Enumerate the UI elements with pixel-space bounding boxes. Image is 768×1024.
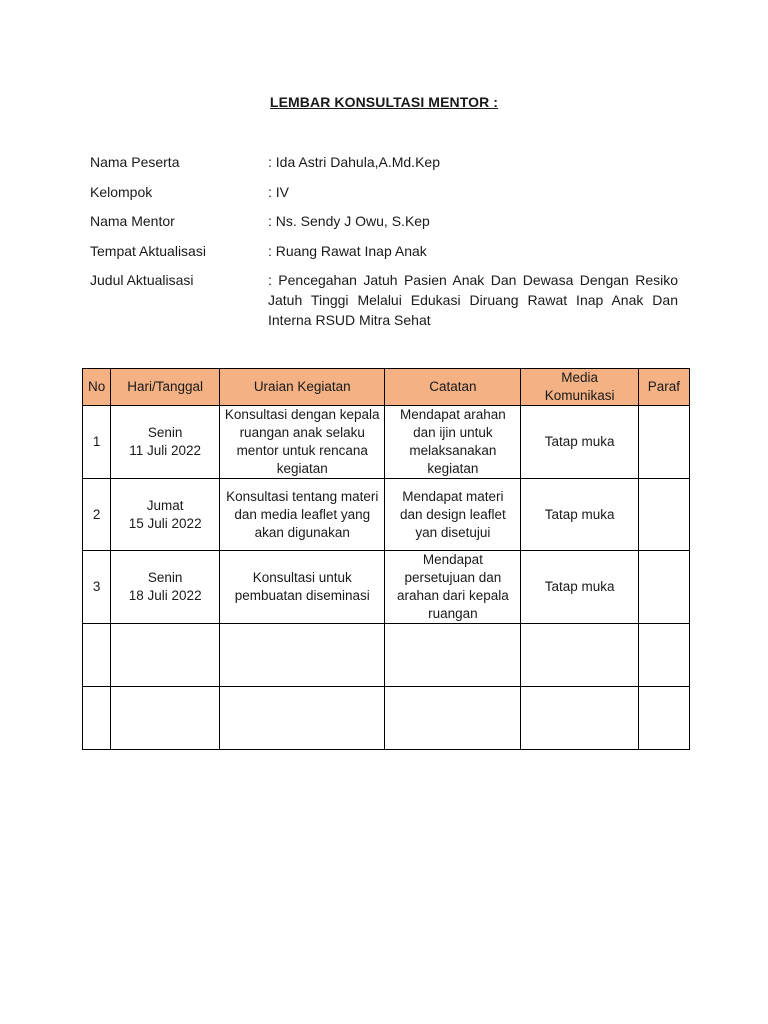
cell-empty xyxy=(385,687,521,750)
info-row-tempat-aktualisasi xyxy=(90,241,678,261)
cell-catatan: Mendapat arahan dan ijin untuk melaksanakan kegiatan xyxy=(385,406,521,479)
participant-info xyxy=(90,152,678,340)
cell-paraf xyxy=(638,551,689,624)
cell-media: Tatap muka xyxy=(521,406,638,479)
column-header-no: No xyxy=(83,369,111,406)
cell-empty xyxy=(220,687,385,750)
cell-empty xyxy=(83,624,111,687)
column-header-catatan: Catatan xyxy=(385,369,521,406)
cell-empty xyxy=(521,624,638,687)
cell-date-value: 15 Juli 2022 xyxy=(128,515,202,531)
table-header-row xyxy=(83,369,690,406)
info-row-nama-mentor xyxy=(90,211,678,231)
info-value: : Ida Astri Dahula,A.Md.Kep xyxy=(268,154,440,170)
info-value: : Pencegahan Jatuh Pasien Anak Dan Dewasa Dengan Resiko Jatuh Tinggi Melalui Edukasi Diruang Rawat Inap Anak Dan Interna RSUD Mitra Sehat xyxy=(268,272,678,328)
cell-no: 1 xyxy=(83,406,111,479)
table-row-empty xyxy=(83,624,690,687)
cell-date-value: 11 Juli 2022 xyxy=(129,443,202,458)
column-header-media: Media Komunikasi xyxy=(521,369,638,406)
cell-empty xyxy=(111,624,220,687)
table-row xyxy=(83,406,690,479)
cell-day: Senin xyxy=(147,570,183,585)
column-header-date: Hari/Tanggal xyxy=(111,369,220,406)
column-header-uraian: Uraian Kegiatan xyxy=(220,369,385,406)
info-value: : IV xyxy=(268,183,290,200)
cell-media: Tatap muka xyxy=(521,479,638,551)
cell-date-value: 18 Juli 2022 xyxy=(128,588,202,603)
cell-empty xyxy=(220,624,385,687)
cell-empty xyxy=(385,624,521,687)
column-header-paraf: Paraf xyxy=(638,369,689,406)
cell-catatan: Mendapat persetujuan dan arahan dari kepala ruangan xyxy=(385,551,521,624)
info-label: Nama Mentor xyxy=(90,213,175,229)
cell-empty xyxy=(638,624,689,687)
cell-empty xyxy=(83,687,111,750)
cell-uraian: Konsultasi untuk pembuatan diseminasi xyxy=(220,551,385,624)
info-label: Tempat Aktualisasi xyxy=(90,242,206,259)
cell-day: Jumat xyxy=(146,497,184,513)
info-label: Judul Aktualisasi xyxy=(90,272,194,288)
info-row-judul-aktualisasi xyxy=(90,270,678,330)
cell-date xyxy=(111,406,220,479)
document-title: LEMBAR KONSULTASI MENTOR : xyxy=(269,94,499,110)
cell-date xyxy=(111,479,220,551)
cell-uraian: Konsultasi dengan kepala ruangan anak selaku mentor untuk rencana kegiatan xyxy=(220,406,385,479)
cell-day: Senin xyxy=(147,425,183,440)
table-row xyxy=(83,479,690,551)
info-value: : Ns. Sendy J Owu, S.Kep xyxy=(268,213,430,229)
cell-no: 2 xyxy=(83,479,111,551)
info-row-kelompok xyxy=(90,182,678,202)
cell-paraf xyxy=(638,406,689,479)
cell-no: 3 xyxy=(83,551,111,624)
cell-empty xyxy=(638,687,689,750)
cell-empty xyxy=(521,687,638,750)
cell-paraf xyxy=(638,479,689,551)
cell-date xyxy=(111,551,220,624)
info-value: : Ruang Rawat Inap Anak xyxy=(268,242,427,259)
consultation-table xyxy=(82,368,690,750)
cell-media: Tatap muka xyxy=(521,551,638,624)
cell-empty xyxy=(111,687,220,750)
info-label: Kelompok xyxy=(90,183,153,200)
cell-uraian: Konsultasi tentang materi dan media leaflet yang akan digunakan xyxy=(220,479,385,551)
info-row-nama-peserta xyxy=(90,152,678,172)
info-label: Nama Peserta xyxy=(90,154,180,170)
table-row-empty xyxy=(83,687,690,750)
cell-catatan: Mendapat materi dan design leaflet yan disetujui xyxy=(385,479,521,551)
table-row xyxy=(83,551,690,624)
